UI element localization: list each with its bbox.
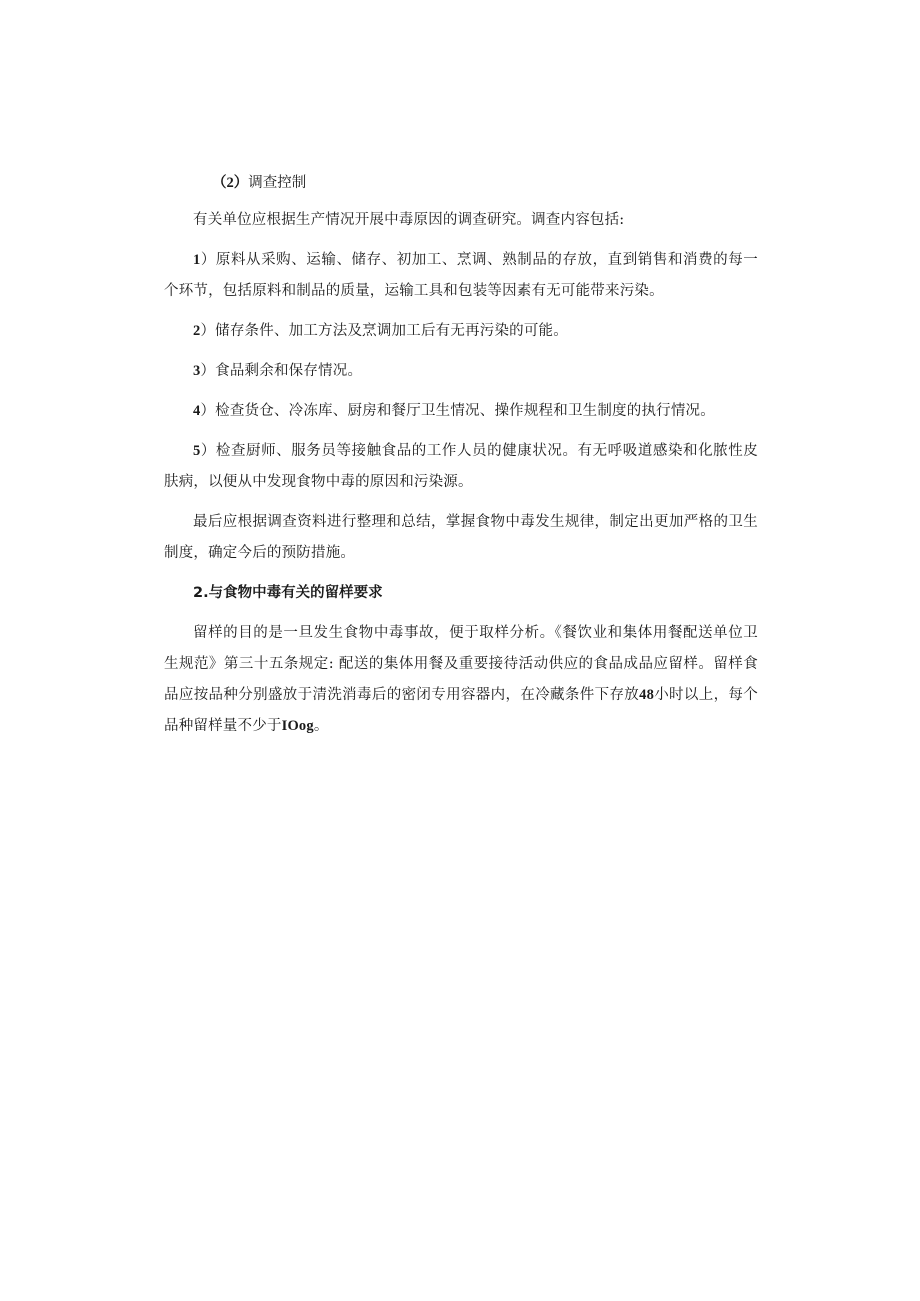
item-number: 1 xyxy=(193,252,201,268)
item-number: 4 xyxy=(193,403,201,419)
amount-value: IOog xyxy=(281,718,314,734)
intro-paragraph: 有关单位应根据生产情况开展中毒原因的调查研究。调查内容包括: xyxy=(193,212,625,228)
list-item: 3）食品剩余和保存情况。 xyxy=(193,363,363,379)
list-item: 5）检查厨师、服务员等接触食品的工作人员的健康状况。有无呼吸道感染和化脓性皮肤病，以便从中发现食物中毒的原因和污染源。 xyxy=(164,443,758,490)
section-title: 2.与食物中毒有关的留样要求 xyxy=(193,585,383,601)
subheading-text: 调查控制 xyxy=(248,175,307,191)
document-page xyxy=(164,168,758,751)
summary-paragraph: 最后应根据调查资料进行整理和总结，掌握食物中毒发生规律，制定出更加严格的卫生制度，确定今后的预防措施。 xyxy=(164,514,758,561)
subheading-number: （2） xyxy=(212,175,249,191)
item-number: 5 xyxy=(193,443,201,459)
list-item: 1）原料从采购、运输、储存、初加工、烹调、熟制品的存放，直到销售和消费的每一个环节，包括原料和制品的质量，运输工具和包装等因素有无可能带来污染。 xyxy=(164,252,758,299)
item-number: 3 xyxy=(193,363,201,379)
item-text: 检查货仓、冷冻库、厨房和餐厅卫生情况、操作规程和卫生制度的执行情况。 xyxy=(215,403,715,419)
item-text: 食品剩余和保存情况。 xyxy=(215,363,363,379)
item-text: 原料从采购、运输、储存、初加工、烹调、熟制品的存放，直到销售和消费的每一个环节，包括原料和制品的质量，运输工具和包装等因素有无可能带来污染。 xyxy=(164,252,758,299)
list-item: 4）检查货仓、冷冻库、厨房和餐厅卫生情况、操作规程和卫生制度的执行情况。 xyxy=(193,403,715,419)
list-item: 2）储存条件、加工方法及烹调加工后有无再污染的可能。 xyxy=(193,323,568,339)
item-text: 检查厨师、服务员等接触食品的工作人员的健康状况。有无呼吸道感染和化脓性皮肤病，以便从中发现食物中毒的原因和污染源。 xyxy=(164,443,758,490)
final-paragraph: 留样的目的是一旦发生食物中毒事故，便于取样分析。《餐饮业和集体用餐配送单位卫生规范》第三十五条规定: 配送的集体用餐及重要接待活动供应的食品成品应留样。留样食品应按品种分别盛放于清洗消毒后的密闭专用容器内，在冷藏条件下存放48小时以上，每个品种留样量不少于IOog。 xyxy=(164,625,758,734)
item-number: 2 xyxy=(193,323,201,339)
item-text: 储存条件、加工方法及烹调加工后有无再污染的可能。 xyxy=(215,323,568,339)
hours-value: 48 xyxy=(639,687,655,703)
subheading xyxy=(164,168,758,199)
